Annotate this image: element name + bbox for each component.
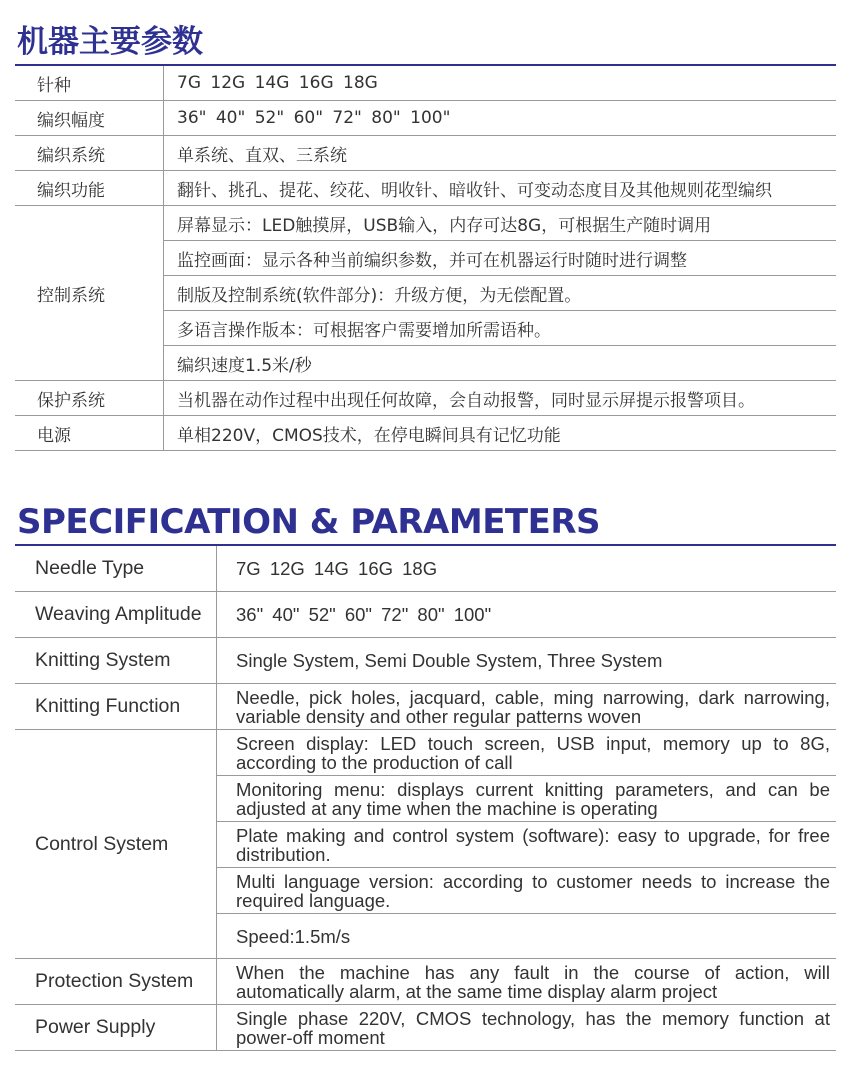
table-row (15, 206, 836, 241)
row-label: 针种 (15, 66, 164, 101)
row-value: 多语言操作版本：可根据客户需要增加所需语种。 (164, 311, 837, 346)
row-value: 屏幕显示：LED触摸屏，USB输入，内存可达8G，可根据生产随时调用 (164, 206, 837, 241)
row-value: 36" 40" 52" 60" 72" 80" 100" (164, 101, 837, 136)
row-value: Multi language version: according to customer needs to increase the required language. (217, 868, 837, 914)
cn-spec-table (15, 66, 836, 451)
row-value: 编织速度1.5米/秒 (164, 346, 837, 381)
en-section-title: SPECIFICATION & PARAMETERS (17, 502, 601, 542)
row-value: 7G 12G 14G 16G 18G (164, 66, 837, 101)
row-label: 编织幅度 (15, 101, 164, 136)
row-value: 7G 12G 14G 16G 18G (217, 546, 837, 592)
table-row (15, 171, 836, 206)
row-value: 监控画面：显示各种当前编织参数，并可在机器运行时随时进行调整 (164, 241, 837, 276)
row-value: Monitoring menu: displays current knitting parameters, and can be adjusted at any time when the machine is operating (217, 776, 837, 822)
row-value: Needle, pick holes, jacquard, cable, ming narrowing, dark narrowing, variable density and other regular patterns woven (217, 684, 837, 730)
table-row (15, 592, 836, 638)
row-value: 36" 40" 52" 60" 72" 80" 100" (217, 592, 837, 638)
row-label: Control System (15, 730, 217, 959)
row-value: 翻针、挑孔、提花、绞花、明收针、暗收针、可变动态度目及其他规则花型编织 (164, 171, 837, 206)
row-label: Protection System (15, 959, 217, 1005)
row-label: Knitting Function (15, 684, 217, 730)
en-spec-table (15, 546, 836, 1051)
table-row (15, 416, 836, 451)
row-value: Screen display: LED touch screen, USB input, memory up to 8G, according to the production of call (217, 730, 837, 776)
row-label: 编织系统 (15, 136, 164, 171)
row-label: 保护系统 (15, 381, 164, 416)
table-row (15, 684, 836, 730)
row-label: Weaving Amplitude (15, 592, 217, 638)
row-label: 编织功能 (15, 171, 164, 206)
row-label: Knitting System (15, 638, 217, 684)
cn-section-title: 机器主要参数 (17, 24, 203, 60)
row-value: 制版及控制系统(软件部分)：升级方便，为无偿配置。 (164, 276, 837, 311)
table-row (15, 381, 836, 416)
table-row (15, 66, 836, 101)
table-row (15, 136, 836, 171)
table-row (15, 1005, 836, 1051)
row-value: 当机器在动作过程中出现任何故障，会自动报警，同时显示屏提示报警项目。 (164, 381, 837, 416)
table-row (15, 546, 836, 592)
row-value: Plate making and control system (software): easy to upgrade, for free distribution. (217, 822, 837, 868)
cn-section (15, 20, 836, 451)
row-label: 电源 (15, 416, 164, 451)
table-row (15, 101, 836, 136)
table-row (15, 959, 836, 1005)
row-label: Power Supply (15, 1005, 217, 1051)
en-section (15, 500, 836, 1051)
row-label: Needle Type (15, 546, 217, 592)
row-value: When the machine has any fault in the course of action, will automatically alarm, at the same time display alarm project (217, 959, 837, 1005)
table-row (15, 730, 836, 776)
row-value: Single System, Semi Double System, Three System (217, 638, 837, 684)
row-value: Speed:1.5m/s (217, 914, 837, 959)
table-row (15, 638, 836, 684)
row-value: 单系统、直双、三系统 (164, 136, 837, 171)
row-value: 单相220V，CMOS技术，在停电瞬间具有记忆功能 (164, 416, 837, 451)
row-label: 控制系统 (15, 206, 164, 381)
row-value: Single phase 220V, CMOS technology, has the memory function at power-off moment (217, 1005, 837, 1051)
